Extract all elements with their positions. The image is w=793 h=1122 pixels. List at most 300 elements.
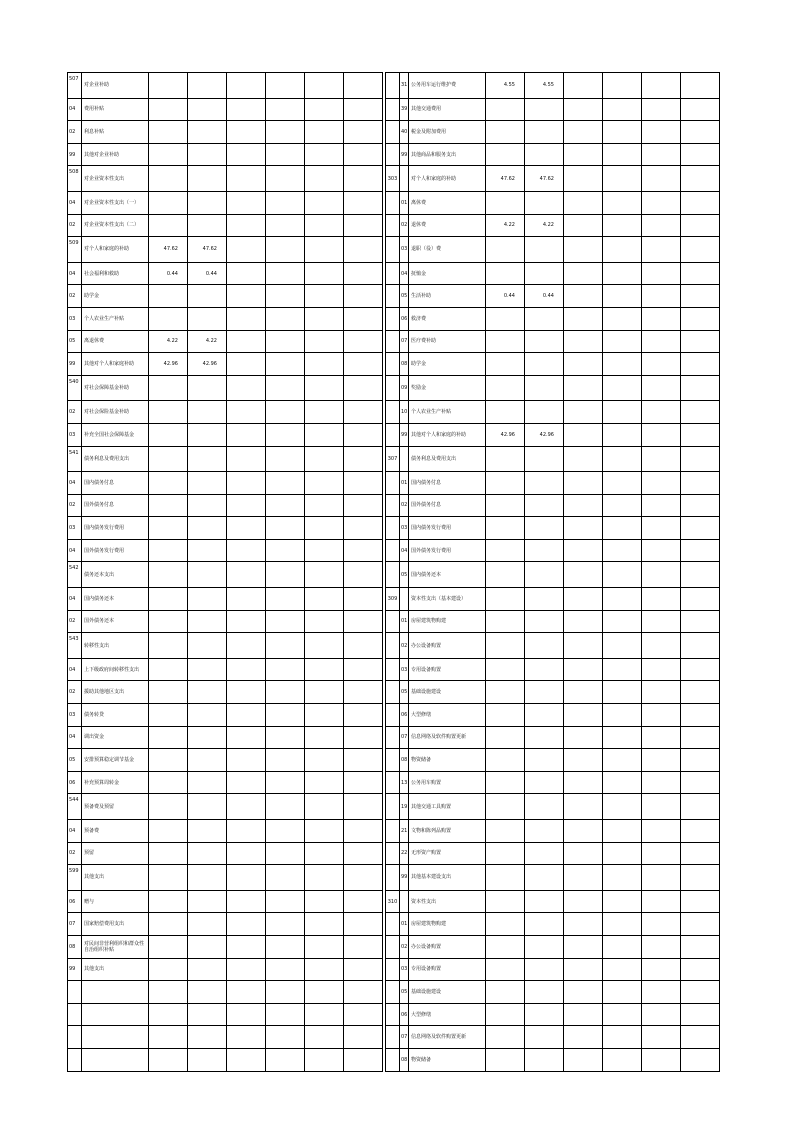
right-group-cell: [386, 423, 400, 446]
right-amount-col6: [681, 890, 720, 913]
right-amount-basic: 0.44: [525, 285, 564, 308]
left-amount-total: [149, 472, 188, 495]
right-amount-col6: [681, 330, 720, 353]
right-amount-basic: [525, 610, 564, 633]
right-amount-col4: [603, 494, 642, 517]
right-amount-total: [486, 262, 525, 285]
left-amount-col6: [344, 1026, 383, 1049]
left-code-cell: 05: [68, 749, 82, 772]
right-amount-col4: [603, 794, 642, 820]
right-amount-total: 0.44: [486, 285, 525, 308]
right-name-cell: 办公设备购置: [409, 935, 486, 958]
left-amount-col5: [305, 610, 344, 633]
left-amount-col3: [227, 307, 266, 330]
right-group-cell: [386, 820, 400, 843]
right-code-cell: 99: [400, 423, 409, 446]
right-amount-total: [486, 446, 525, 472]
left-amount-col6: [344, 73, 383, 99]
right-amount-col6: [681, 1026, 720, 1049]
right-amount-col4: [603, 517, 642, 540]
left-code-cell: 509: [68, 237, 82, 263]
right-amount-col3: [564, 935, 603, 958]
left-amount-total: [149, 610, 188, 633]
right-amount-total: [486, 1026, 525, 1049]
right-code-cell: 99: [400, 143, 409, 166]
right-name-cell: 专用设备购置: [409, 958, 486, 981]
right-code-cell: 19: [400, 794, 409, 820]
right-amount-col4: [603, 446, 642, 472]
left-amount-col6: [344, 726, 383, 749]
right-amount-col4: [603, 166, 642, 192]
right-name-cell: 其他对个人和家庭的补助: [409, 423, 486, 446]
right-group-cell: [386, 262, 400, 285]
left-amount-col3: [227, 73, 266, 99]
left-amount-col6: [344, 237, 383, 263]
right-group-cell: [386, 633, 400, 659]
left-amount-basic: [188, 588, 227, 611]
right-amount-col4: [603, 73, 642, 99]
left-amount-basic: [188, 913, 227, 936]
left-amount-basic: [188, 681, 227, 704]
left-amount-col5: [305, 423, 344, 446]
right-amount-col3: [564, 191, 603, 214]
left-code-cell: 540: [68, 375, 82, 401]
right-amount-col5: [642, 494, 681, 517]
left-amount-total: [149, 681, 188, 704]
left-amount-col6: [344, 285, 383, 308]
left-amount-col3: [227, 494, 266, 517]
left-amount-col3: [227, 285, 266, 308]
right-amount-col3: [564, 681, 603, 704]
right-amount-col6: [681, 494, 720, 517]
left-amount-total: [149, 494, 188, 517]
left-name-cell: 国外债务付息: [82, 494, 149, 517]
right-name-cell: 大型修缮: [409, 704, 486, 727]
left-amount-col4: [266, 633, 305, 659]
table-row: [68, 472, 720, 495]
right-amount-basic: [525, 494, 564, 517]
left-name-cell: 上下级政府间转移性支出: [82, 658, 149, 681]
right-amount-col5: [642, 472, 681, 495]
right-amount-col3: [564, 958, 603, 981]
table-row: [68, 1026, 720, 1049]
left-amount-col6: [344, 610, 383, 633]
left-code-cell: 99: [68, 143, 82, 166]
right-amount-total: [486, 1003, 525, 1026]
left-amount-total: [149, 166, 188, 192]
right-amount-col5: [642, 121, 681, 144]
left-amount-basic: 47.62: [188, 237, 227, 263]
right-amount-col6: [681, 981, 720, 1004]
left-amount-col6: [344, 633, 383, 659]
left-amount-col6: [344, 166, 383, 192]
left-amount-total: [149, 842, 188, 865]
right-amount-col4: [603, 423, 642, 446]
right-group-cell: 307: [386, 446, 400, 472]
left-amount-col4: [266, 1026, 305, 1049]
right-amount-col3: [564, 771, 603, 794]
left-code-cell: 02: [68, 681, 82, 704]
left-amount-col5: [305, 958, 344, 981]
table-row: [68, 865, 720, 891]
left-amount-col6: [344, 330, 383, 353]
right-group-cell: [386, 1003, 400, 1026]
right-amount-col5: [642, 794, 681, 820]
left-amount-col4: [266, 191, 305, 214]
right-amount-total: [486, 494, 525, 517]
left-amount-col6: [344, 820, 383, 843]
table-row: [68, 262, 720, 285]
right-amount-total: [486, 913, 525, 936]
left-amount-col6: [344, 958, 383, 981]
left-amount-col5: [305, 681, 344, 704]
right-amount-basic: [525, 446, 564, 472]
left-amount-col6: [344, 981, 383, 1004]
left-amount-col5: [305, 820, 344, 843]
table-row: [68, 121, 720, 144]
left-amount-col3: [227, 143, 266, 166]
left-code-cell: 05: [68, 330, 82, 353]
right-amount-col5: [642, 588, 681, 611]
left-amount-basic: [188, 890, 227, 913]
right-amount-total: [486, 472, 525, 495]
left-amount-total: [149, 890, 188, 913]
right-amount-col5: [642, 1003, 681, 1026]
right-amount-col5: [642, 865, 681, 891]
right-code-cell: 05: [400, 681, 409, 704]
left-amount-col4: [266, 517, 305, 540]
left-name-cell: 国内债务付息: [82, 472, 149, 495]
right-code-cell: 05: [400, 285, 409, 308]
left-name-cell: 其他支出: [82, 865, 149, 891]
right-group-cell: [386, 562, 400, 588]
left-amount-col3: [227, 820, 266, 843]
right-name-cell: 退休费: [409, 214, 486, 237]
left-amount-total: [149, 865, 188, 891]
left-amount-basic: [188, 1003, 227, 1026]
right-amount-total: [486, 981, 525, 1004]
left-code-cell: 599: [68, 865, 82, 891]
right-amount-basic: [525, 237, 564, 263]
right-group-cell: [386, 1026, 400, 1049]
left-code-cell: 543: [68, 633, 82, 659]
right-amount-col5: [642, 191, 681, 214]
right-amount-col4: [603, 658, 642, 681]
left-amount-col4: [266, 214, 305, 237]
left-name-cell: 对个人和家庭的补助: [82, 237, 149, 263]
left-amount-col5: [305, 981, 344, 1004]
right-name-cell: 信息网络及软件购置更新: [409, 726, 486, 749]
right-amount-basic: [525, 401, 564, 424]
right-amount-total: [486, 539, 525, 562]
right-amount-total: [486, 771, 525, 794]
right-code-cell: 06: [400, 307, 409, 330]
right-amount-total: [486, 562, 525, 588]
right-amount-basic: [525, 1048, 564, 1071]
right-amount-col5: [642, 981, 681, 1004]
left-name-cell: 对企业资本性支出（二）: [82, 214, 149, 237]
table-row: [68, 401, 720, 424]
right-amount-basic: [525, 749, 564, 772]
right-group-cell: [386, 375, 400, 401]
left-amount-total: [149, 820, 188, 843]
left-amount-col3: [227, 446, 266, 472]
table-row: [68, 191, 720, 214]
left-amount-total: [149, 214, 188, 237]
left-code-cell: 03: [68, 704, 82, 727]
right-amount-col5: [642, 446, 681, 472]
right-name-cell: 个人农业生产补贴: [409, 401, 486, 424]
right-amount-total: [486, 353, 525, 376]
left-amount-basic: [188, 562, 227, 588]
left-amount-col3: [227, 121, 266, 144]
right-amount-col5: [642, 262, 681, 285]
left-name-cell: 赠与: [82, 890, 149, 913]
right-amount-col5: [642, 285, 681, 308]
right-code-cell: 04: [400, 262, 409, 285]
right-code-cell: 01: [400, 191, 409, 214]
left-amount-basic: [188, 494, 227, 517]
left-amount-basic: [188, 285, 227, 308]
left-amount-col4: [266, 820, 305, 843]
right-amount-total: 4.22: [486, 214, 525, 237]
right-amount-col3: [564, 73, 603, 99]
right-amount-col3: [564, 726, 603, 749]
right-name-cell: 大型修缮: [409, 1003, 486, 1026]
right-group-cell: [386, 73, 400, 99]
right-code-cell: 04: [400, 539, 409, 562]
left-amount-basic: [188, 191, 227, 214]
left-code-cell: [68, 1026, 82, 1049]
left-code-cell: 03: [68, 423, 82, 446]
right-amount-col5: [642, 704, 681, 727]
table-row: [68, 237, 720, 263]
left-amount-col5: [305, 330, 344, 353]
left-amount-total: [149, 771, 188, 794]
left-amount-col4: [266, 375, 305, 401]
right-amount-col3: [564, 121, 603, 144]
left-amount-total: [149, 401, 188, 424]
left-code-cell: 07: [68, 913, 82, 936]
left-amount-col4: [266, 562, 305, 588]
right-amount-col3: [564, 98, 603, 121]
right-amount-total: [486, 704, 525, 727]
left-amount-col4: [266, 166, 305, 192]
left-amount-col5: [305, 1003, 344, 1026]
right-amount-col6: [681, 820, 720, 843]
left-amount-basic: [188, 633, 227, 659]
right-group-cell: [386, 704, 400, 727]
left-amount-total: [149, 958, 188, 981]
right-code-cell: 03: [400, 237, 409, 263]
left-name-cell: 助学金: [82, 285, 149, 308]
right-amount-total: [486, 794, 525, 820]
left-amount-col5: [305, 794, 344, 820]
right-amount-basic: [525, 820, 564, 843]
left-amount-col3: [227, 353, 266, 376]
right-group-cell: [386, 472, 400, 495]
left-amount-basic: [188, 865, 227, 891]
left-amount-col3: [227, 375, 266, 401]
left-code-cell: 02: [68, 121, 82, 144]
left-code-cell: 544: [68, 794, 82, 820]
left-amount-col5: [305, 935, 344, 958]
right-amount-col4: [603, 771, 642, 794]
table-row: [68, 658, 720, 681]
right-amount-col5: [642, 539, 681, 562]
right-amount-col3: [564, 749, 603, 772]
right-group-cell: [386, 842, 400, 865]
left-amount-total: [149, 981, 188, 1004]
right-amount-total: [486, 749, 525, 772]
left-amount-col3: [227, 214, 266, 237]
right-amount-col4: [603, 913, 642, 936]
left-amount-total: [149, 73, 188, 99]
right-code-cell: 08: [400, 353, 409, 376]
left-amount-total: [149, 562, 188, 588]
left-amount-col3: [227, 726, 266, 749]
left-amount-col6: [344, 865, 383, 891]
table-row: [68, 214, 720, 237]
right-amount-total: [486, 330, 525, 353]
right-amount-col3: [564, 633, 603, 659]
table-row: [68, 562, 720, 588]
left-amount-col6: [344, 794, 383, 820]
right-code-cell: [400, 588, 409, 611]
right-amount-basic: [525, 842, 564, 865]
right-name-cell: 奖励金: [409, 375, 486, 401]
right-group-cell: [386, 517, 400, 540]
right-amount-col6: [681, 749, 720, 772]
right-amount-col4: [603, 262, 642, 285]
table-row: [68, 820, 720, 843]
left-amount-col5: [305, 842, 344, 865]
left-amount-total: 0.44: [149, 262, 188, 285]
right-amount-col6: [681, 704, 720, 727]
right-name-cell: 专用设备购置: [409, 658, 486, 681]
right-code-cell: [400, 166, 409, 192]
left-amount-col4: [266, 681, 305, 704]
right-amount-col6: [681, 98, 720, 121]
right-amount-total: [486, 375, 525, 401]
left-amount-col6: [344, 446, 383, 472]
left-code-cell: 03: [68, 307, 82, 330]
left-name-cell: [82, 1026, 149, 1049]
left-amount-col5: [305, 262, 344, 285]
right-amount-basic: [525, 935, 564, 958]
right-amount-basic: [525, 794, 564, 820]
right-amount-total: [486, 842, 525, 865]
right-amount-col3: [564, 307, 603, 330]
right-code-cell: 01: [400, 472, 409, 495]
left-amount-basic: [188, 794, 227, 820]
left-amount-basic: [188, 958, 227, 981]
left-name-cell: 对企业补助: [82, 73, 149, 99]
left-amount-col3: [227, 890, 266, 913]
left-amount-basic: [188, 842, 227, 865]
right-amount-basic: [525, 517, 564, 540]
left-code-cell: 04: [68, 262, 82, 285]
left-amount-total: [149, 1003, 188, 1026]
left-amount-total: [149, 704, 188, 727]
left-amount-col6: [344, 562, 383, 588]
left-amount-basic: [188, 658, 227, 681]
table-row: [68, 330, 720, 353]
left-amount-col3: [227, 771, 266, 794]
right-group-cell: [386, 494, 400, 517]
left-code-cell: 04: [68, 658, 82, 681]
left-amount-total: [149, 121, 188, 144]
right-name-cell: 其他交通费用: [409, 98, 486, 121]
left-amount-col4: [266, 330, 305, 353]
right-name-cell: 基础设施建设: [409, 981, 486, 1004]
left-amount-basic: [188, 704, 227, 727]
right-group-cell: [386, 981, 400, 1004]
left-amount-basic: [188, 981, 227, 1004]
left-name-cell: [82, 981, 149, 1004]
right-amount-basic: 4.22: [525, 214, 564, 237]
right-group-cell: [386, 794, 400, 820]
left-amount-basic: [188, 610, 227, 633]
left-amount-col3: [227, 658, 266, 681]
left-amount-col6: [344, 262, 383, 285]
left-amount-col5: [305, 890, 344, 913]
left-name-cell: 预备费及预留: [82, 794, 149, 820]
left-amount-col3: [227, 935, 266, 958]
right-amount-basic: [525, 98, 564, 121]
right-amount-col6: [681, 681, 720, 704]
right-amount-col5: [642, 353, 681, 376]
right-amount-col6: [681, 285, 720, 308]
right-amount-col3: [564, 401, 603, 424]
right-code-cell: 02: [400, 935, 409, 958]
left-amount-basic: [188, 307, 227, 330]
right-amount-col3: [564, 562, 603, 588]
right-amount-col4: [603, 681, 642, 704]
right-amount-col3: [564, 704, 603, 727]
left-amount-col6: [344, 935, 383, 958]
left-amount-total: [149, 307, 188, 330]
left-name-cell: 其他对个人和家庭补助: [82, 353, 149, 376]
right-code-cell: 40: [400, 121, 409, 144]
right-group-cell: [386, 285, 400, 308]
right-amount-total: [486, 658, 525, 681]
right-name-cell: 其他商品和服务支出: [409, 143, 486, 166]
right-amount-total: [486, 1048, 525, 1071]
right-code-cell: 07: [400, 1026, 409, 1049]
right-amount-total: [486, 121, 525, 144]
left-amount-total: [149, 1048, 188, 1071]
right-amount-total: [486, 517, 525, 540]
left-amount-col4: [266, 935, 305, 958]
left-amount-col4: [266, 794, 305, 820]
right-amount-total: [486, 681, 525, 704]
right-group-cell: [386, 237, 400, 263]
left-amount-basic: [188, 539, 227, 562]
left-amount-total: [149, 446, 188, 472]
right-amount-col4: [603, 865, 642, 891]
right-amount-col5: [642, 423, 681, 446]
left-code-cell: 02: [68, 214, 82, 237]
right-amount-basic: [525, 375, 564, 401]
right-amount-col5: [642, 517, 681, 540]
right-amount-col4: [603, 726, 642, 749]
right-code-cell: 02: [400, 494, 409, 517]
right-name-cell: 债务利息及费用支出: [409, 446, 486, 472]
left-amount-col6: [344, 98, 383, 121]
left-amount-col6: [344, 913, 383, 936]
right-amount-basic: [525, 865, 564, 891]
